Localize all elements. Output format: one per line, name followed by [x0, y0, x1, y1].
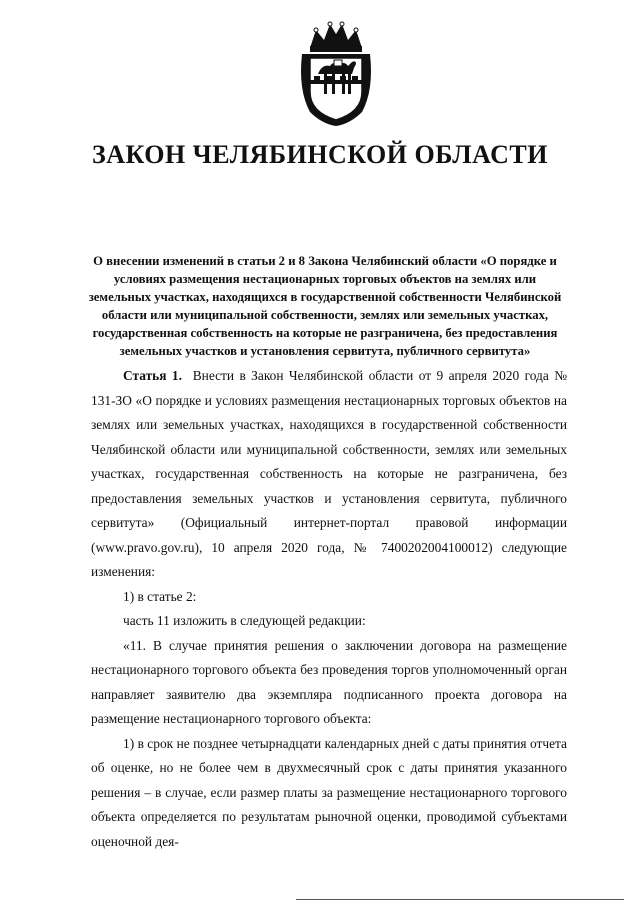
article-label: Статья 1. [123, 368, 182, 383]
item-1-paragraph: 1) в статье 2: [123, 588, 197, 604]
quote-11-paragraph: «11. В случае принятия решения о заключении договора на размещение нестационарного торгового объекта без проведения торгов уполномоченный орган направляет заявителю два экземпляра подписанного проекта договора на размещение нестационарного торгового объекта: [91, 637, 567, 726]
document-subtitle: О внесении изменений в статьи 2 и 8 Закона Челябинский области «О порядке и условиях размещения нестационарных торговых объектов на землях или земельных участках, находящихся в государственной собственности Челябинской области или муниципальной собственности, землях или земельных участках, государственная собственность на которые не разграничена, без предоставления земельных участков и установления сервитута, публичного сервитута» [88, 254, 562, 358]
article-1-paragraph [91, 364, 567, 585]
item-part-paragraph: часть 11 изложить в следующей редакции: [123, 613, 366, 628]
article-text: Внести в Закон Челябинской области от 9 апреля 2020 года № 131-ЗО «О порядке и условиях размещения нестационарных торговых объектов на землях или земельных участках, находящихся в государственной собственности Челябинской области или муниципальной собственности, землях или земельных участках, государственная собственность на которые не разграничена, без предоставления земельных участков и установления сервитута, публичного сервитута» (Официальный интернет-портал правовой информации (www.pravo.gov.ru), 10 апреля 2020 года, № 7400202004100012) следующие изменения: [91, 368, 567, 579]
document-title: ЗАКОН ЧЕЛЯБИНСКОЙ ОБЛАСТИ [92, 140, 548, 169]
sub-item-1-paragraph: 1) в срок не позднее четырнадцати календарных дней с даты принятия отчета об оценке, но не более чем в двухмесячный срок с даты принятия указанного решения – в случае, если размер платы за размещение нестационарного торгового объекта определяется по результатам рыночной оценки, проводимой субъектами оценочной дея- [91, 735, 567, 849]
page-bottom-rule [296, 899, 624, 900]
crown-icon [310, 22, 362, 52]
document-body [91, 364, 567, 854]
coat-of-arms-emblem [288, 20, 384, 128]
